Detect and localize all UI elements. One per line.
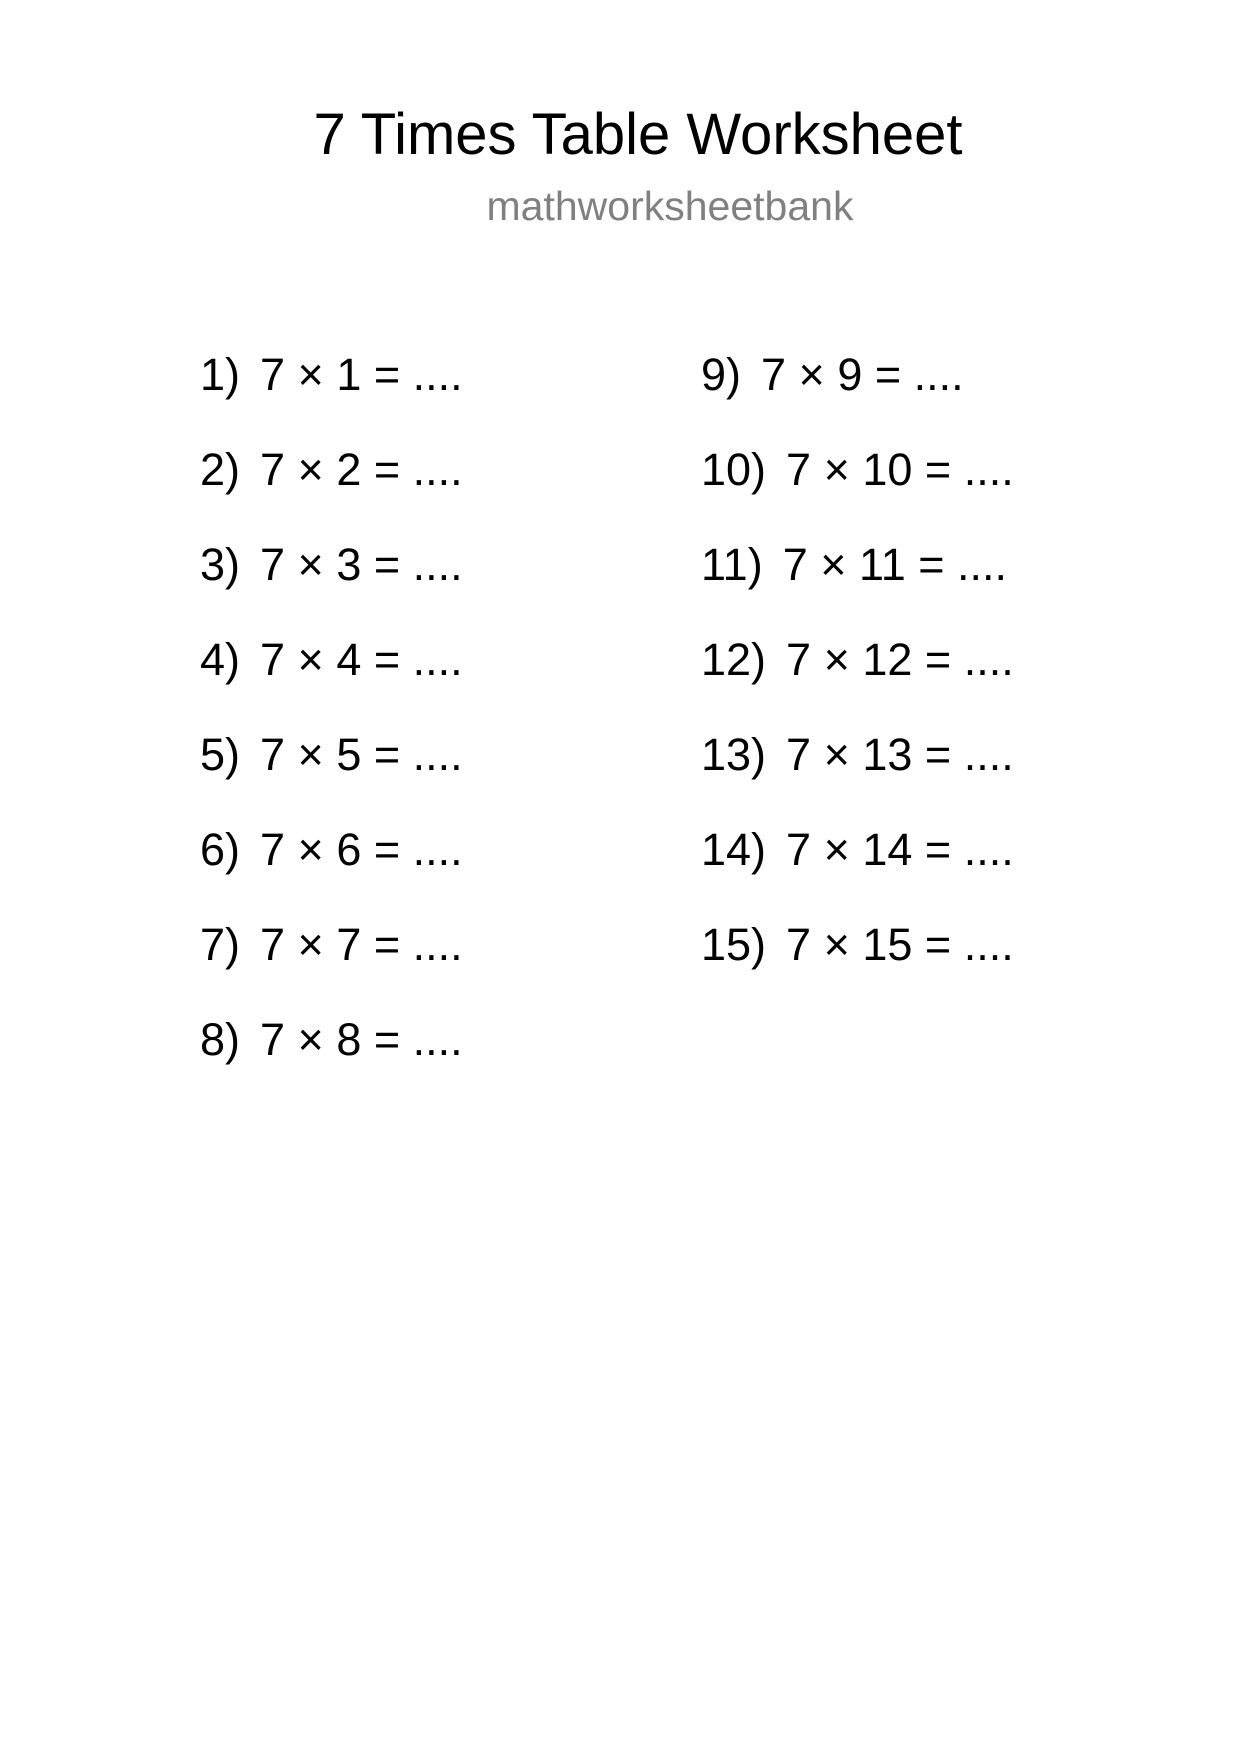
problem-number: 8) <box>200 1014 241 1065</box>
problem-item <box>701 635 1014 730</box>
problem-number: 11) <box>701 539 763 590</box>
problem-number: 1) <box>200 349 241 400</box>
problems-left-column <box>200 350 463 1110</box>
problem-item <box>200 1015 463 1110</box>
problem-expression: 7 × 1 = .... <box>260 349 463 400</box>
problem-item <box>200 350 463 445</box>
problem-number: 12) <box>701 634 767 685</box>
problem-number: 15) <box>701 919 767 970</box>
problem-item <box>701 540 1014 635</box>
problem-expression: 7 × 10 = .... <box>786 444 1014 495</box>
problem-expression: 7 × 11 = .... <box>782 539 1008 590</box>
problem-number: 2) <box>200 444 241 495</box>
problem-expression: 7 × 13 = .... <box>786 729 1014 780</box>
problem-expression: 7 × 4 = .... <box>260 634 463 685</box>
problem-number: 14) <box>701 824 767 875</box>
problem-item <box>200 635 463 730</box>
problem-item <box>200 920 463 1015</box>
problem-number: 13) <box>701 729 767 780</box>
problem-number: 5) <box>200 729 241 780</box>
problem-item <box>200 540 463 635</box>
problem-item <box>701 920 1014 1015</box>
problem-expression: 7 × 7 = .... <box>260 919 463 970</box>
problem-expression: 7 × 2 = .... <box>260 444 463 495</box>
problem-item <box>701 350 1014 445</box>
problem-expression: 7 × 8 = .... <box>260 1014 463 1065</box>
problem-number: 10) <box>701 444 767 495</box>
problem-expression: 7 × 15 = .... <box>786 919 1014 970</box>
problem-item <box>701 825 1014 920</box>
problem-expression: 7 × 5 = .... <box>260 729 463 780</box>
problem-expression: 7 × 6 = .... <box>260 824 463 875</box>
problem-number: 3) <box>200 539 241 590</box>
problem-item <box>701 730 1014 825</box>
page-subtitle: mathworksheetbank <box>486 183 854 229</box>
problem-item <box>200 825 463 920</box>
problem-number: 4) <box>200 634 241 685</box>
problem-number: 7) <box>200 919 241 970</box>
problem-expression: 7 × 12 = .... <box>786 634 1014 685</box>
problem-item <box>701 445 1014 540</box>
problem-expression: 7 × 9 = .... <box>761 349 964 400</box>
page-title: 7 Times Table Worksheet <box>313 102 963 167</box>
problem-item <box>200 445 463 540</box>
problem-number: 6) <box>200 824 241 875</box>
problem-item <box>200 730 463 825</box>
problem-expression: 7 × 3 = .... <box>260 539 463 590</box>
problem-number: 9) <box>701 349 742 400</box>
problems-right-column <box>701 350 1014 1015</box>
problem-expression: 7 × 14 = .... <box>786 824 1014 875</box>
